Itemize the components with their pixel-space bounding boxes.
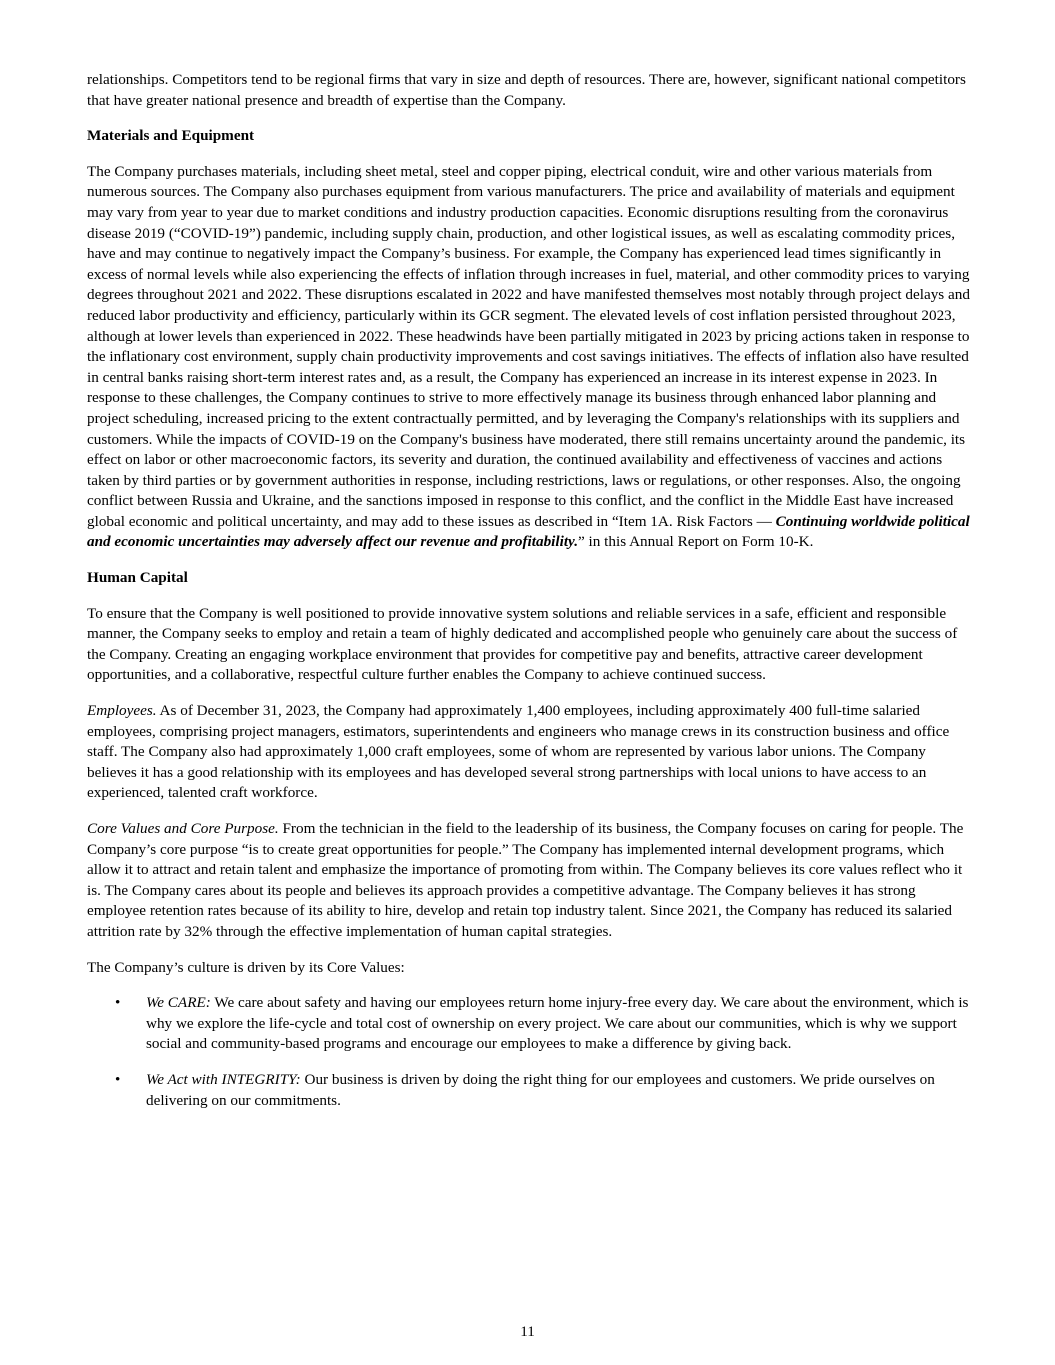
value-label: We CARE: <box>146 994 211 1012</box>
culture-paragraph: The Company’s culture is driven by its Core Values: <box>87 958 405 976</box>
value-text: Our business is driven by doing the right thing for our employees and customers. We pride ourselves on delivering on our commitments. <box>146 1070 935 1109</box>
core-values-list <box>87 993 970 1111</box>
page-number: 11 <box>520 1323 535 1340</box>
bullet-icon: • <box>115 1070 121 1088</box>
document-page <box>87 70 970 1126</box>
core-values-text: From the technician in the field to the leadership of its business, the Company focuses on caring for people. The Company’s core purpose “is to create great opportunities for people.” The Company has implemented internal development programs, which allow it to attract and retain talent and emphasize the importance of promoting from within. The Company believes its core values reflect who it is. The Company cares about its people and believes its approach provides a competitive advantage. The Company believes it has strong employee retention rates because of its ability to hire, develop and retain top industry talent. Since 2021, the Company has reduced its salaried attrition rate by 32% through the effective implementation of human capital strategies. <box>87 820 964 940</box>
list-item <box>87 993 970 1055</box>
value-text: We care about safety and having our employees return home injury-free every day. We care about the environment, which is why we explore the life-cycle and total cost of ownership on every project. We care about our communities, which is why we support social and community-based programs and encourage our employees to make a difference by giving back. <box>146 994 969 1053</box>
em-dash: — <box>752 512 776 530</box>
materials-body-end: ” in this Annual Report on Form 10-K. <box>578 533 814 551</box>
human-capital-heading: Human Capital <box>87 569 188 587</box>
risk-factor-title: Continuing worldwide political and economic uncertainties may adversely affect our revenue and profitability. <box>87 512 970 551</box>
materials-paragraph <box>87 162 970 553</box>
competitors-paragraph: relationships. Competitors tend to be regional firms that vary in size and depth of resources. There are, however, significant national competitors that have greater national presence and breadth of expertise than the Company. <box>87 71 966 109</box>
core-values-paragraph <box>87 819 970 943</box>
materials-body-start: The Company purchases materials, including sheet metal, steel and copper piping, electrical conduit, wire and other various materials from numerous sources. The Company also purchases equipment from various manufacturers. The price and availability of materials and equipment may vary from year to year due to market conditions and industry production capacities. Economic disruptions resulting from the coronavirus disease 2019 (“COVID-19”) pandemic, including supply chain, production, and other logistical issues, as well as escalating commodity prices, have and may continue to negatively impact the Company’s business. For example, the Company has experienced lead times significantly in excess of normal levels while also experiencing the effects of inflation through increases in fuel, material, and other commodity prices to varying degrees throughout 2021 and 2022. These disruptions escalated in 2022 and have manifested themselves most notably through project delays and reduced labor productivity and efficiency, particularly within its GCR segment. The elevated levels of cost inflation persisted throughout 2023, although at lower levels than experienced in 2022. These headwinds have been partially mitigated in 2023 by pricing actions taken in response to the inflationary cost environment, supply chain productivity improvements and cost savings initiatives. The effects of inflation also have resulted in central banks raising short-term interest rates and, as a result, the Company has experienced an increase in its interest expense in 2023. In response to these challenges, the Company continues to strive to more effectively manage its business through enhanced labor planning and project scheduling, increased pricing to the extent contractually permitted, and by leveraging the Company's relationships with its suppliers and customers. While the impacts of COVID-19 on the Company's business have moderated, there still remains uncertainty around the pandemic, its effect on labor or other macroeconomic factors, its severity and duration, the continued availability and effectiveness of vaccines and actions taken by third parties or by government authorities in response, including restrictions, laws or regulations, or other responses. Also, the ongoing conflict between Russia and Ukraine, and the sanctions imposed in response to this conflict, and the conflict in the Middle East have increased global economic and political uncertainty, and may add to these issues as described in “Item 1A. Risk Factors <box>87 162 970 530</box>
employees-label: Employees. <box>87 702 157 720</box>
employees-text: As of December 31, 2023, the Company had approximately 1,400 employees, including approximately 400 full-time salaried employees, comprising project managers, estimators, superintendents and engineers who manage crews in its construction business and office staff. The Company also had approximately 1,000 craft employees, some of whom are represented by various labor unions. The Company believes it has a good relationship with its employees and has developed several strong partnerships with local unions to have access to an experienced, talented craft workforce. <box>87 702 950 802</box>
employees-paragraph <box>87 701 970 804</box>
list-item <box>87 1070 970 1111</box>
human-capital-intro: To ensure that the Company is well positioned to provide innovative system solutions and reliable services in a safe, efficient and responsible manner, the Company seeks to employ and retain a team of highly dedicated and accomplished people who genuinely care about the success of the Company. Creating an engaging workplace environment that provides for competitive pay and benefits, attractive career development opportunities, and a collaborative, respectful culture further enables the Company to achieve continued success. <box>87 604 958 684</box>
core-values-label: Core Values and Core Purpose. <box>87 820 279 837</box>
bullet-icon: • <box>115 994 121 1012</box>
value-label: We Act with INTEGRITY: <box>146 1070 301 1088</box>
materials-heading: Materials and Equipment <box>87 127 255 145</box>
